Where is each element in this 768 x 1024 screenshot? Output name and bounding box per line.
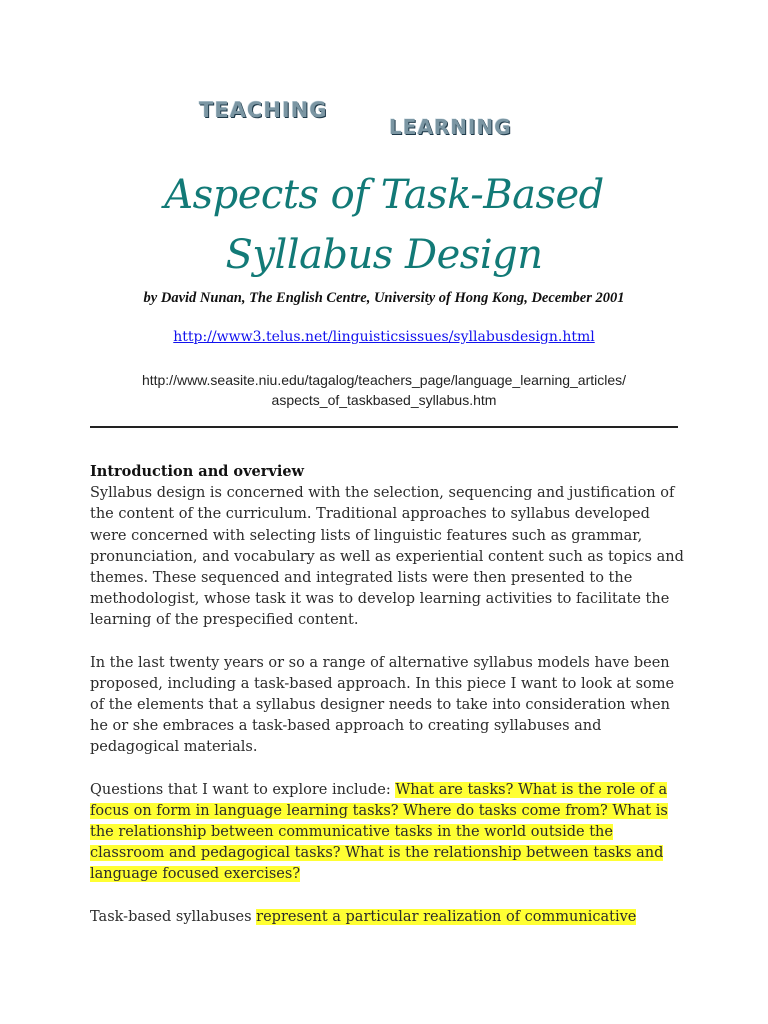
section-heading: Introduction and overview xyxy=(90,463,305,480)
title-line-1: Aspects of Task-Based xyxy=(164,172,604,218)
author-byline: by David Nunan, The English Centre, University of Hong Kong, December 2001 xyxy=(143,290,625,306)
paragraph-1-text: Syllabus design is concerned with the selection, sequencing and justification of the content of the curriculum. Traditional approaches to syllabus developed were concerned with selecting lists of linguistic features such as grammar, pronunciation, and vocabulary as well as experiential content such as topics and themes. These sequenced and integrated lists were then presented to the methodologist, whose task it was to develop learning activities to facilitate the learning of the prespecified content. xyxy=(90,485,684,629)
paragraph-4-lead: Task-based syllabuses xyxy=(90,908,257,925)
teaching-learning-logo xyxy=(199,98,579,142)
paragraph-3 xyxy=(90,780,690,886)
source-link-telus[interactable]: http://www3.telus.net/linguisticsissues/syllabusdesign.html xyxy=(173,329,595,345)
highlighted-phrase: represent a particular realization of communicative xyxy=(256,908,637,925)
highlighted-questions: What are tasks? What is the role of a focus on form in language learning tasks? Where do tasks come from? What is the relationship between communicative tasks in the world outside the classroom and pedagogical tasks? What is the relationship between tasks and language focused exercises? xyxy=(90,781,668,883)
seasite-url-line-2: aspects_of_taskbased_syllabus.htm xyxy=(271,392,497,408)
logo-word-teaching: TEACHING xyxy=(199,98,328,122)
logo-word-learning: LEARNING xyxy=(389,115,512,139)
seasite-url-line-1: http://www.seasite.niu.edu/tagalog/teachers_page/language_learning_articles/ xyxy=(141,372,627,388)
intro-paragraph xyxy=(90,461,690,632)
paragraph-2: In the last twenty years or so a range of alternative syllabus models have been proposed, including a task-based approach. In this piece I want to look at some of the elements that a syllabus designer needs to take into consideration when he or she embraces a task-based approach to creating syllabuses and pedagogical materials. xyxy=(90,654,675,756)
paragraph-3-lead: Questions that I want to explore include: xyxy=(90,781,396,798)
title-line-2: Syllabus Design xyxy=(225,232,543,278)
article-body xyxy=(90,461,690,949)
paragraph-4 xyxy=(90,907,690,928)
source-link-seasite xyxy=(60,370,708,410)
page-title xyxy=(80,165,688,285)
horizontal-divider xyxy=(90,426,678,428)
